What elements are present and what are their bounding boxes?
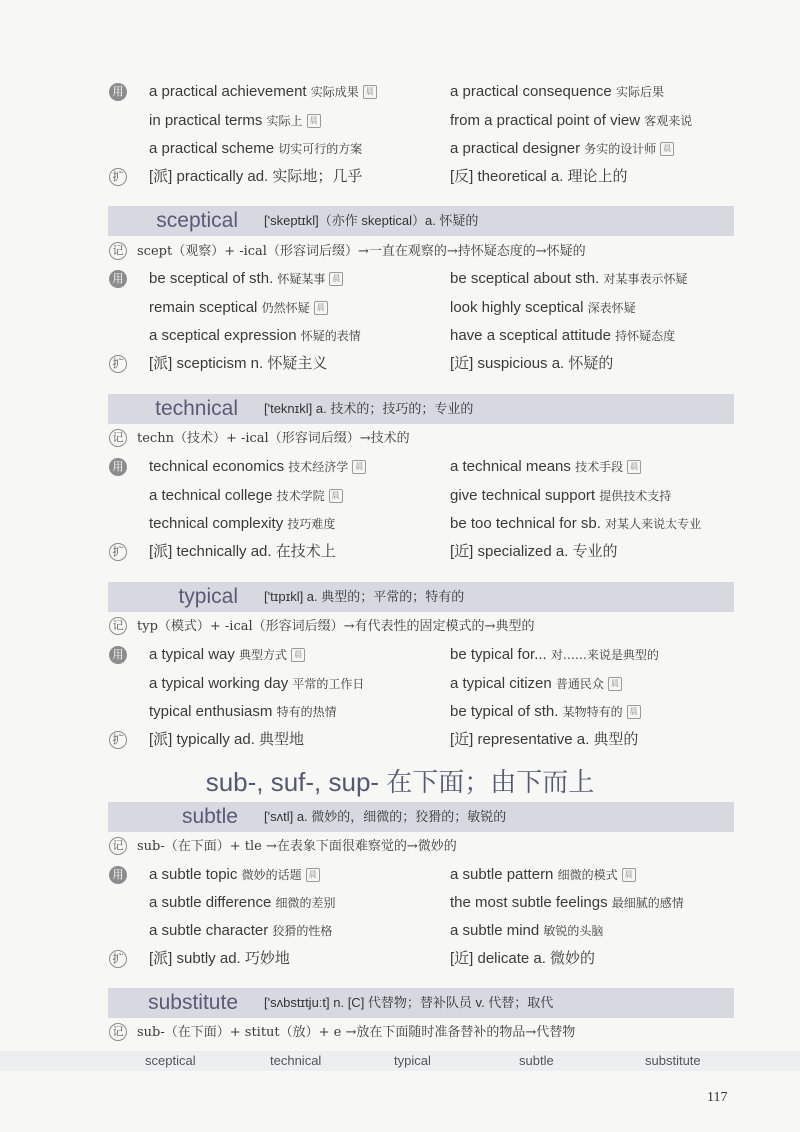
- definition: ['skeptɪkl]（亦作 skeptical）a. 怀疑的: [264, 213, 479, 228]
- related-word: [近] representative a. 典型的: [450, 731, 639, 748]
- entry-header: [108, 582, 734, 612]
- use-phrase: a typical way 典型方式 晨: [149, 645, 305, 665]
- mark-icon: 晨: [329, 272, 343, 286]
- mark-icon: 晨: [608, 677, 622, 691]
- use-phrase: a technical means 技术手段 晨: [450, 457, 641, 477]
- use-phrase: be typical of sth. 某物特有的 晨: [450, 702, 641, 722]
- use-phrase: a sceptical expression 怀疑的表情: [149, 327, 361, 344]
- use-phrase: a practical scheme 切实可行的方案: [149, 140, 363, 157]
- memo-text: typ（模式）+ -ical（形容词后缀）→有代表性的固定模式的→典型的: [137, 619, 535, 634]
- derivative: [派] subtly ad. 巧妙地: [149, 950, 290, 967]
- extend-icon: 扩: [109, 168, 127, 186]
- footer-word: technical: [270, 1053, 322, 1068]
- derivative: [派] practically ad. 实际地；几乎: [149, 168, 363, 185]
- use-phrase: a subtle mind 敏锐的头脑: [450, 922, 604, 939]
- mark-icon: 晨: [352, 460, 366, 474]
- definition: ['sʌbstɪtjuːt] n. [C] 代替物；替补队员 v. 代替；取代: [264, 995, 554, 1010]
- extend-icon: 扩: [109, 950, 127, 968]
- footer-word-strip: [0, 1051, 800, 1071]
- footer-word: subtle: [519, 1053, 554, 1068]
- mark-icon: 晨: [363, 85, 377, 99]
- related-word: [近] delicate a. 微妙的: [450, 950, 596, 967]
- use-phrase: remain sceptical 仍然怀疑 晨: [149, 298, 328, 318]
- entry-header: [108, 802, 734, 832]
- use-icon: 用: [109, 458, 127, 476]
- use-phrase: a subtle pattern 细微的模式 晨: [450, 865, 636, 885]
- use-phrase: in practical terms 实际上 晨: [149, 111, 321, 131]
- mark-icon: 晨: [329, 489, 343, 503]
- use-phrase: be typical for... 对……来说是典型的: [450, 646, 659, 663]
- use-phrase: be too technical for sb. 对某人来说太专业: [450, 515, 702, 532]
- extend-icon: 扩: [109, 355, 127, 373]
- use-phrase: a subtle difference 细微的差别: [149, 894, 336, 911]
- mark-icon: 晨: [627, 705, 641, 719]
- mark-icon: 晨: [291, 648, 305, 662]
- use-icon: 用: [109, 866, 127, 884]
- use-phrase: typical enthusiasm 特有的热情: [149, 703, 337, 720]
- use-icon: 用: [109, 646, 127, 664]
- related-word: [近] specialized a. 专业的: [450, 543, 618, 560]
- headword: substitute: [148, 991, 238, 1014]
- entry-header: [108, 988, 734, 1018]
- use-phrase: a subtle topic 微妙的话题 晨: [149, 865, 320, 885]
- headword: subtle: [181, 805, 238, 828]
- mark-icon: 晨: [306, 868, 320, 882]
- headword: technical: [155, 397, 238, 420]
- memo-text: sub-（在下面）+ tle →在表象下面很难察觉的→微妙的: [137, 839, 457, 854]
- page-number: 117: [707, 1090, 728, 1105]
- mark-icon: 晨: [307, 114, 321, 128]
- derivative: [派] scepticism n. 怀疑主义: [149, 355, 328, 372]
- entry-header: [108, 206, 734, 236]
- memo-icon: 记: [109, 429, 127, 447]
- use-phrase: a technical college 技术学院 晨: [149, 486, 343, 506]
- use-phrase: give technical support 提供技术支持: [450, 487, 672, 504]
- use-phrase: look highly sceptical 深表怀疑: [450, 299, 636, 316]
- mark-icon: 晨: [660, 142, 674, 156]
- use-phrase: a subtle character 狡猾的性格: [149, 922, 333, 939]
- memo-icon: 记: [109, 1023, 127, 1041]
- memo-text: techn（技术）+ -ical（形容词后缀）→技术的: [137, 431, 410, 446]
- use-phrase: technical economics 技术经济学 晨: [149, 457, 366, 477]
- extend-icon: 扩: [109, 731, 127, 749]
- headword: typical: [178, 585, 238, 608]
- headword: sceptical: [156, 209, 238, 232]
- use-phrase: the most subtle feelings 最细腻的感情: [450, 894, 684, 911]
- definition: ['teknɪkl] a. 技术的；技巧的；专业的: [264, 401, 474, 416]
- use-phrase: a typical citizen 普通民众 晨: [450, 674, 622, 694]
- memo-icon: 记: [109, 837, 127, 855]
- extend-icon: 扩: [109, 543, 127, 561]
- entry-header: [108, 394, 734, 424]
- related-word: [近] suspicious a. 怀疑的: [450, 355, 614, 372]
- related-word: [反] theoretical a. 理论上的: [450, 168, 628, 185]
- footer-word: sceptical: [145, 1053, 196, 1068]
- footer-word: substitute: [645, 1053, 701, 1068]
- mark-icon: 晨: [627, 460, 641, 474]
- definition: ['sʌtl] a. 微妙的，细微的；狡猾的；敏锐的: [264, 809, 507, 824]
- use-phrase: a typical working day 平常的工作日: [149, 675, 365, 692]
- use-phrase: be sceptical of sth. 怀疑某事 晨: [149, 269, 343, 289]
- use-icon: 用: [109, 83, 127, 101]
- use-phrase: a practical achievement 实际成果 晨: [149, 82, 377, 102]
- use-phrase: have a sceptical attitude 持怀疑态度: [450, 327, 676, 344]
- section-title: sub-, suf-, sup- 在下面；由下而上: [205, 767, 595, 797]
- definition: ['tɪpɪkl] a. 典型的；平常的；特有的: [264, 589, 465, 604]
- memo-text: sub-（在下面）+ stitut（放）+ e →放在下面随时准备替补的物品→代替物: [137, 1025, 576, 1040]
- mark-icon: 晨: [622, 868, 636, 882]
- footer-word: typical: [394, 1053, 431, 1068]
- mark-icon: 晨: [314, 301, 328, 315]
- memo-icon: 记: [109, 617, 127, 635]
- memo-icon: 记: [109, 242, 127, 260]
- use-phrase: from a practical point of view 客观来说: [450, 112, 693, 129]
- memo-text: scept（观察）+ -ical（形容词后缀）→一直在观察的→持怀疑态度的→怀疑的: [137, 244, 586, 259]
- use-phrase: be sceptical about sth. 对某事表示怀疑: [450, 270, 688, 287]
- use-phrase: a practical designer 务实的设计师 晨: [450, 139, 674, 159]
- use-phrase: a practical consequence 实际后果: [450, 83, 664, 100]
- use-phrase: technical complexity 技巧难度: [149, 515, 336, 532]
- use-icon: 用: [109, 270, 127, 288]
- derivative: [派] typically ad. 典型地: [149, 731, 305, 748]
- derivative: [派] technically ad. 在技术上: [149, 543, 336, 560]
